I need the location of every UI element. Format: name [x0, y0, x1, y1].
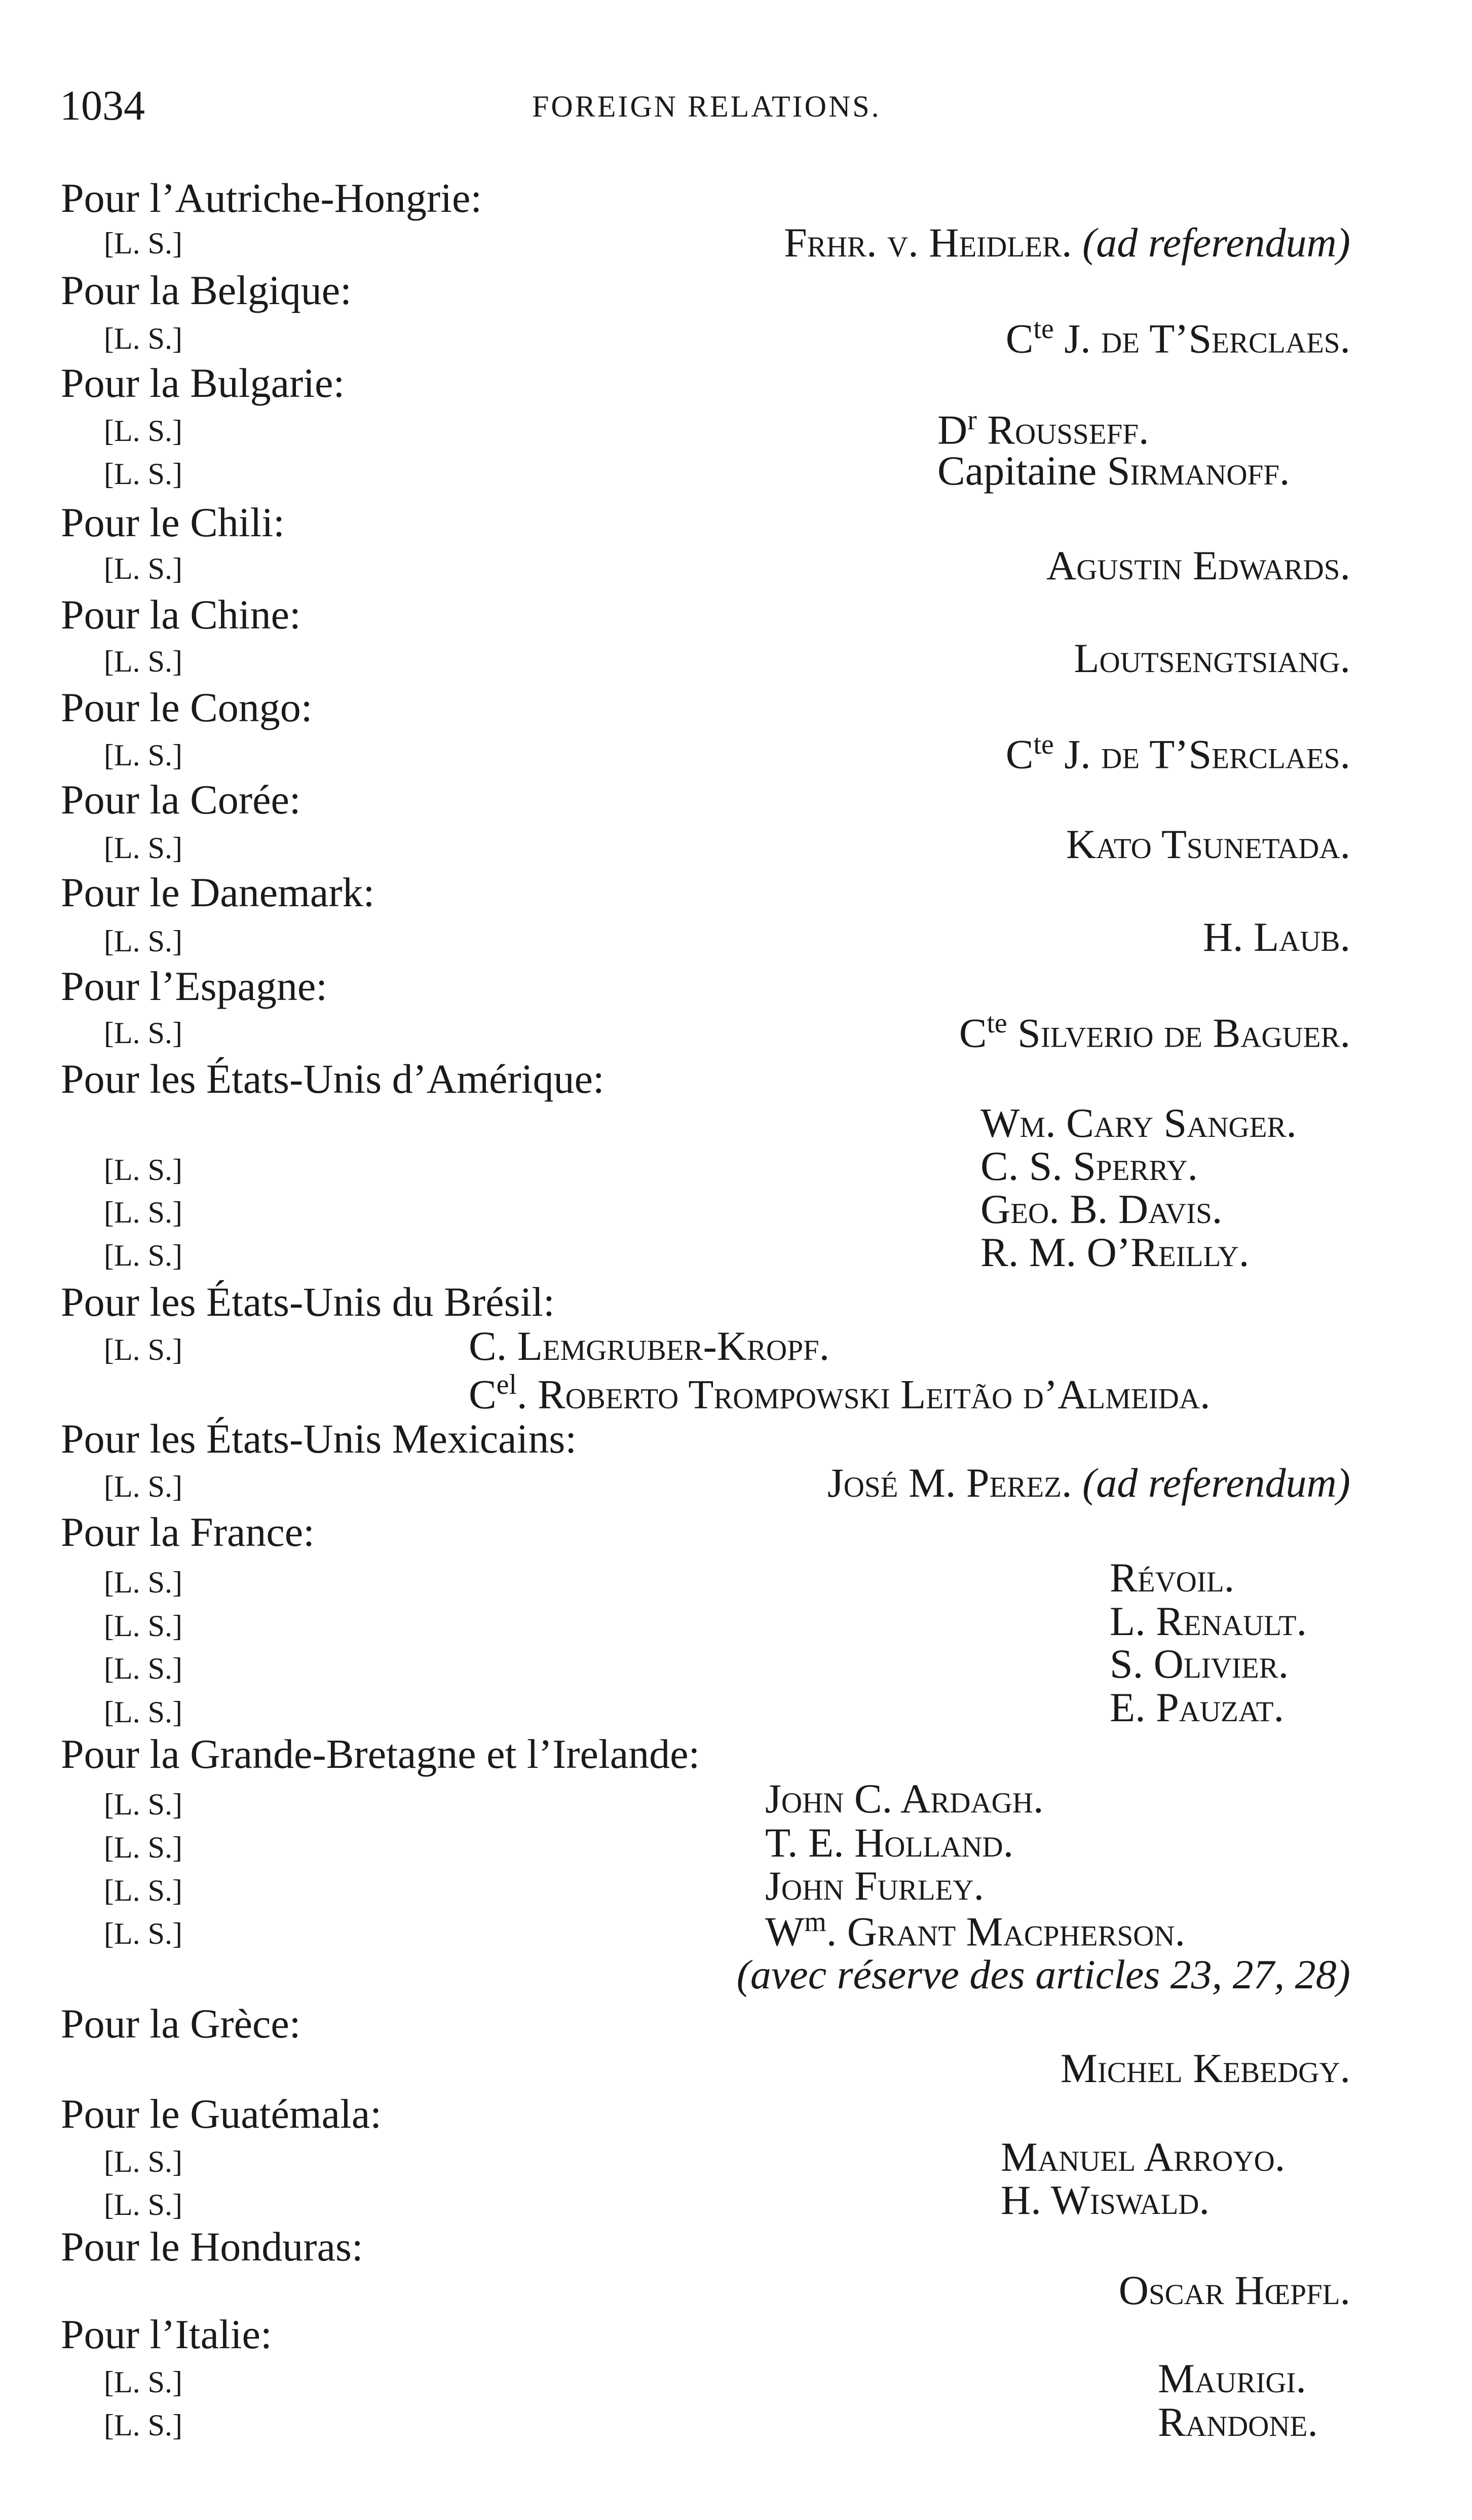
signatory: $C^{te}$ Silverio de Baguer.	[959, 1008, 1350, 1056]
seal-mark: [L. S.]	[104, 1566, 182, 1599]
running-head: FOREIGN RELATIONS.	[532, 90, 881, 123]
signatory: Agustin Edwards.	[1046, 542, 1350, 588]
seal-mark: [L. S.]	[104, 1196, 182, 1229]
signatory: $D^r$ Rousseff.	[937, 404, 1149, 453]
page-number: 1034	[60, 82, 145, 129]
seal-mark: [L. S.]	[104, 414, 182, 448]
signatory: C. S. Sperry.	[980, 1143, 1198, 1189]
seal-mark: [L. S.]	[104, 1652, 182, 1685]
seal-mark: [L. S.]	[104, 1831, 182, 1864]
signatory: T. E. Holland.	[765, 1820, 1014, 1866]
signatory: Wm. Cary Sanger.	[980, 1100, 1297, 1146]
seal-mark: [L. S.]	[104, 322, 182, 355]
country-heading: Pour les États-Unis du Brésil:	[61, 1279, 555, 1325]
seal-mark: [L. S.]	[104, 1333, 182, 1366]
signatory: $W^m$. Grant Macpherson.	[765, 1906, 1185, 1955]
signatory: $C^{te}$ J. de T’Serclaes.	[1005, 313, 1350, 362]
signatory: Loutsengtsiang.	[1074, 635, 1350, 681]
seal-mark: [L. S.]	[104, 1239, 182, 1272]
signatory: John C. Ardagh.	[765, 1775, 1044, 1822]
seal-mark: [L. S.]	[104, 2188, 182, 2221]
seal-mark: [L. S.]	[104, 1470, 182, 1503]
seal-mark: [L. S.]	[104, 1695, 182, 1729]
country-heading: Pour la Corée:	[61, 776, 301, 823]
country-heading: Pour la Grande-Bretagne et l’Irelande:	[61, 1731, 700, 1777]
signatory: Geo. B. Davis.	[980, 1186, 1223, 1232]
country-heading: Pour les États-Unis d’Amérique:	[61, 1056, 605, 1102]
signatory: Révoil.	[1110, 1554, 1235, 1601]
country-heading: Pour le Honduras:	[61, 2223, 363, 2270]
signatory: $C^{te}$ J. de T’Serclaes.	[1005, 729, 1350, 777]
country-heading: Pour le Chili:	[61, 499, 285, 545]
signatory: Manuel Arroyo.	[1001, 2134, 1286, 2180]
seal-mark: [L. S.]	[104, 457, 182, 491]
signatory: E. Pauzat.	[1110, 1684, 1285, 1730]
signatory: José M. Perez. (ad referendum)	[827, 1460, 1350, 1506]
signatory: Capitaine Sirmanoff.	[937, 448, 1290, 494]
signatory: L. Renault.	[1110, 1598, 1307, 1644]
signatory: Kato Tsunetada.	[1066, 821, 1350, 867]
country-heading: Pour le Danemark:	[61, 869, 375, 915]
signatory: Randone.	[1158, 2399, 1318, 2445]
country-heading: Pour la Grèce:	[61, 2000, 301, 2047]
seal-mark: [L. S.]	[104, 1153, 182, 1187]
country-heading: Pour les États-Unis Mexicains:	[61, 1416, 577, 1462]
country-heading: Pour le Congo:	[61, 684, 313, 730]
seal-mark: [L. S.]	[104, 1874, 182, 1907]
signatory: Maurigi.	[1158, 2355, 1306, 2401]
seal-mark: [L. S.]	[104, 227, 182, 260]
seal-mark: [L. S.]	[104, 1609, 182, 1643]
seal-mark: [L. S.]	[104, 924, 182, 958]
signatory: Oscar Hœpfl.	[1118, 2267, 1350, 2313]
seal-mark: [L. S.]	[104, 1788, 182, 1821]
seal-mark: [L. S.]	[104, 1917, 182, 1950]
country-heading: Pour la Bulgarie:	[61, 360, 345, 406]
seal-mark: [L. S.]	[104, 831, 182, 865]
signatory: S. Olivier.	[1110, 1641, 1289, 1687]
signatory: Frhr. v. Heidler. (ad referendum)	[784, 219, 1350, 266]
seal-mark: [L. S.]	[104, 2145, 182, 2178]
country-heading: Pour le Guatémala:	[61, 2091, 382, 2137]
country-heading: Pour l’Espagne:	[61, 963, 328, 1009]
country-heading: Pour la Chine:	[61, 591, 301, 638]
country-heading: Pour l’Italie:	[61, 2311, 272, 2357]
country-heading: Pour la Belgique:	[61, 267, 352, 313]
signatory: Michel Kebedgy.	[1060, 2045, 1350, 2091]
seal-mark: [L. S.]	[104, 2408, 182, 2442]
signatory: H. Laub.	[1202, 914, 1350, 960]
signatory: R. M. O’Reilly.	[980, 1229, 1250, 1275]
signatory: John Furley.	[765, 1863, 984, 1909]
seal-mark: [L. S.]	[104, 552, 182, 585]
country-heading: Pour la France:	[61, 1509, 315, 1555]
seal-mark: [L. S.]	[104, 645, 182, 678]
reservation-note: (avec réserve des articles 23, 27, 28)	[736, 1951, 1350, 1997]
seal-mark: [L. S.]	[104, 2365, 182, 2399]
signatory: $C^{el}$. Roberto Trompowski Leitão d’Almeida.	[469, 1369, 1211, 1418]
seal-mark: [L. S.]	[104, 1016, 182, 1050]
signatory: C. Lemgruber-Kropf.	[469, 1323, 830, 1369]
seal-mark: [L. S.]	[104, 738, 182, 772]
signatory: H. Wiswald.	[1001, 2177, 1210, 2223]
country-heading: Pour l’Autriche-Hongrie:	[61, 175, 482, 221]
